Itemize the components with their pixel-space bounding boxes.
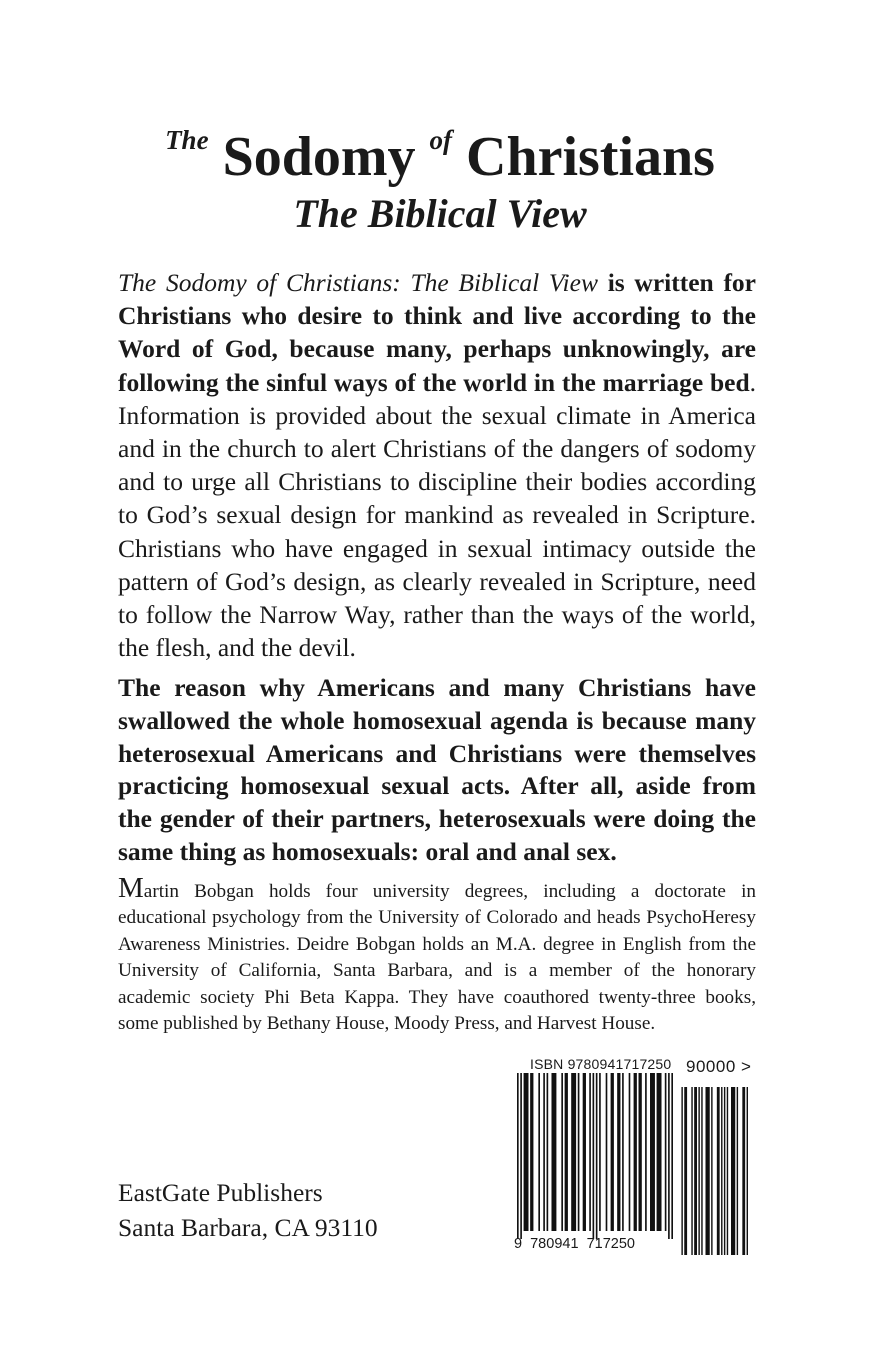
ean13-bar (530, 1073, 533, 1231)
ean13-bar (606, 1073, 608, 1231)
ean13-bar (611, 1073, 614, 1231)
title-word-christians: Christians (466, 126, 715, 188)
ean13-bar (593, 1073, 595, 1239)
ean13-bar (561, 1073, 563, 1231)
description-rest: . Information is provided about the sexual climate in America and in the church to alert Christians of the dangers of sodomy and to urge all Christians to discipline their bodies according to God’s sexual design for mankind as revealed in Scripture. Christians who have engaged in sexual intimacy outside the pattern of God’s design, as clearly revealed in Scripture, need to follow the Narrow Way, rather than the ways of the world, the flesh, and the devil. (118, 367, 756, 663)
price-addon-barcode (680, 1073, 748, 1255)
book-subtitle: The Biblical View (293, 191, 587, 236)
addon-bar (721, 1087, 722, 1255)
addon-bar (727, 1087, 728, 1255)
addon-bar (717, 1087, 720, 1255)
ean13-bar (671, 1073, 673, 1239)
ean13-bar (668, 1073, 670, 1239)
ean13-bar (565, 1073, 568, 1231)
addon-bar (681, 1087, 682, 1255)
ean13-bar (578, 1073, 580, 1231)
addon-bar (742, 1087, 745, 1255)
ean13-bar (617, 1073, 620, 1231)
addon-bar (684, 1087, 687, 1255)
ean13-bar (538, 1073, 540, 1231)
publisher-block (118, 1175, 448, 1245)
ean13-bar (622, 1073, 624, 1231)
ean13-bar (665, 1073, 667, 1231)
emphasis-paragraph: The reason why Americans and many Christians have swallowed the whole homosexual agenda is because many heterosexual Americans and Christians were themselves practicing homosexual sexual acts. After all, aside from the gender of their partners, heterosexuals were doing the same thing as homosexuals: oral and anal sex. (118, 673, 756, 866)
addon-bar (747, 1087, 748, 1255)
publisher-address: Santa Barbara, CA 93110 (118, 1213, 378, 1242)
ean13-barcode (517, 1073, 673, 1239)
addon-bar (737, 1087, 738, 1255)
ean13-bar (571, 1073, 576, 1231)
book-title (0, 104, 880, 193)
ean13-bar (657, 1073, 662, 1231)
ean13-bar (551, 1073, 556, 1231)
ean13-bar (650, 1073, 655, 1231)
addon-bar (698, 1087, 699, 1255)
ean13-bar (599, 1073, 601, 1231)
addon-digits: 90000 > (686, 1057, 752, 1076)
publisher-name: EastGate Publishers (118, 1178, 323, 1207)
title-word-of: of (429, 125, 452, 155)
addon-bar (691, 1087, 692, 1255)
title-word-sodomy: Sodomy (222, 126, 416, 188)
addon-bar (701, 1087, 702, 1255)
ean13-bar (629, 1073, 631, 1231)
ean13-bar (517, 1073, 519, 1239)
ean13-bar (520, 1073, 522, 1239)
addon-bar (706, 1087, 710, 1255)
addon-bar (694, 1087, 697, 1255)
author-bio-initial: M (118, 872, 144, 904)
ean13-bar (583, 1073, 586, 1231)
description-paragraph (118, 266, 756, 664)
author-bio (118, 872, 756, 1037)
ean13-bar (543, 1073, 545, 1231)
ean13-bar (645, 1073, 647, 1231)
ean13-bar (524, 1073, 529, 1231)
ean13-bar (634, 1073, 637, 1231)
description-lead-bold: is written for Christians who desire to think and live according to the Word of God, because many, perhaps unknowingly, are following the sinful ways of the world in the marriage bed (118, 268, 757, 397)
description-lead-italic: The Sodomy of Christians: The Biblical View (118, 268, 598, 297)
addon-bar (724, 1087, 725, 1255)
ean13-bar (589, 1073, 591, 1231)
ean-digits: 9 780941 717250 (514, 1236, 635, 1252)
title-word-the: The (165, 125, 209, 155)
ean13-bar (547, 1073, 549, 1231)
addon-bar (731, 1087, 735, 1255)
isbn-label: ISBN 9780941717250 (530, 1056, 672, 1072)
addon-bar (711, 1087, 712, 1255)
ean13-bar (639, 1073, 642, 1231)
author-bio-text: artin Bobgan holds four university degrees, including a doctorate in educational psychology from the University of Colorado and heads PsychoHeresy Awareness Ministries. Deidre Bobgan holds an M.A. degree in English from the University of California, Santa Barbara, and is a member of the honorary academic society Phi Beta Kappa. They have coauthored twenty-three books, some published by Bethany House, Moody Press, and Harvest House. (118, 881, 756, 1035)
ean13-bar (596, 1073, 598, 1239)
